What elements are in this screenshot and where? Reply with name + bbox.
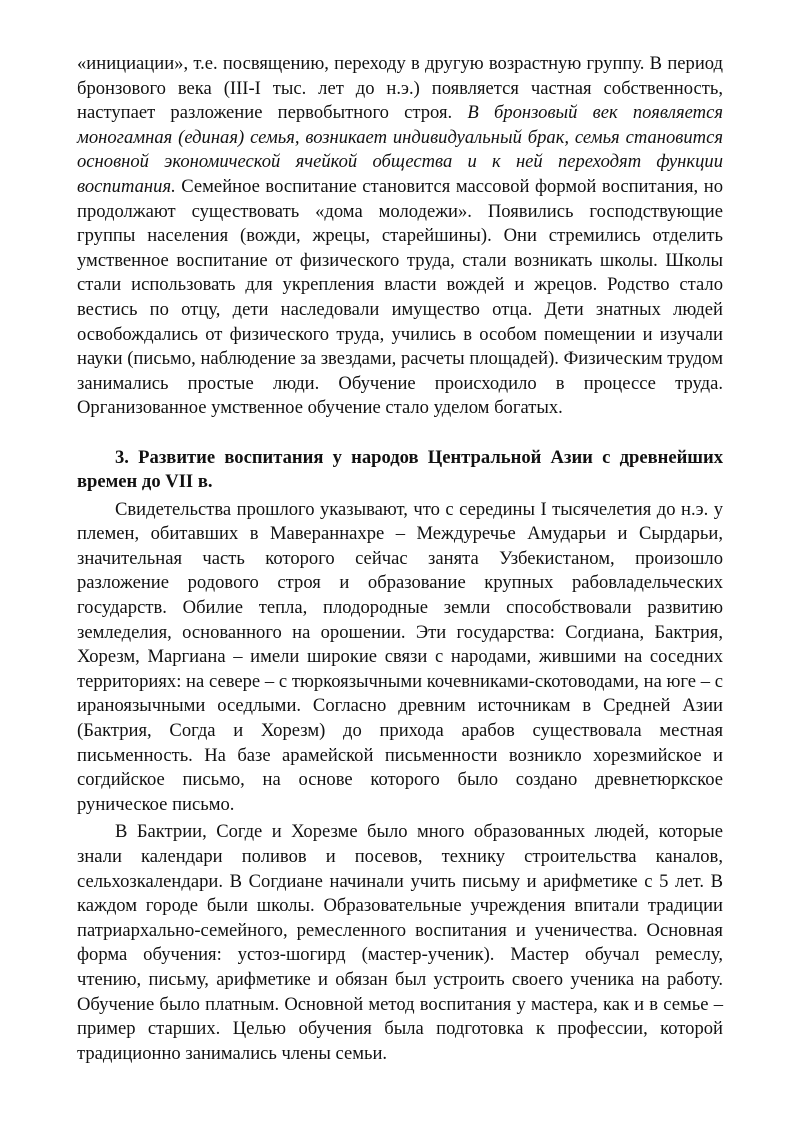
section-heading: 3. Развитие воспитания у народов Центральной Азии с древнейших времен до VII в. — [77, 446, 723, 493]
document-page — [77, 52, 723, 1066]
paragraph-text: Семейное воспитание становится массовой формой воспитания, но продолжают существовать «дома молодежи». Появились господствующие группы населения (вожди, жрецы, старейшины). Они стремились отделить умственное воспитание от физического труда, стали возникать школы. Школы стали использовать для укрепления власти вождей и жрецов. Родство стало вестись по отцу, дети наследовали имущество отца. Дети знатных людей освобождались от физического труда, учились в особом помещении и изучали науки (письмо, наблюдение за звездами, расчеты площадей). Физическим трудом занимались простые люди. Обучение происходило в процессе труда. Организованное умственное обучение стало уделом богатых. — [77, 175, 723, 419]
paragraph-text: «инициации», т.е. посвящению, переходу в другую возрастную группу. В период бронзового века (III-I тыс. лет до н.э.) появляется частная собственность, наступает разложение первобытного строя. — [77, 53, 723, 124]
paragraph-education: В Бактрии, Согде и Хорезме было много образованных людей, которые знали календари поливов и посевов, технику строительства каналов, сельхозкалендари. В Согдиане начинали учить письму и арифметике с 5 лет. В каждом городе были школы. Образовательные учреждения впитали традиции патриархально-семейного, ремесленного воспитания и ученичества. Основная форма обучения: устоз-шогирд (мастер-ученик). Мастер обучал ремеслу, чтению, письму, арифметике и обязан был устроить своего ученика на работу. Обучение было платным. Основной метод воспитания у мастера, как и в семье – пример старших. Целью обучения была подготовка к профессии, которой традиционно занимались члены семьи. — [77, 821, 723, 1064]
emphasized-text: В бронзовый век появляется моногамная (единая) семья, возникает индивидуальный брак, семья становится основной экономической ячейкой общества и к ней переходят функции воспитания. — [77, 102, 724, 197]
paragraph-inheritance — [77, 52, 723, 421]
paragraph-central-asia: Свидетельства прошлого указывают, что с середины I тысячелетия до н.э. у племен, обитавших в Мавераннахре – Междуречье Амударьи и Сырдарьи, значительная часть которого сейчас занята Узбекистаном, произошло разложение родового строя и образование крупных рабовладельческих государств. Обилие тепла, плодородные земли способствовали развитию земледелия, основанного на орошении. Эти государства: Согдиана, Бактрия, Хорезм, Маргиана – имели широкие связи с народами, жившими на соседних территориях: на севере – с тюркоязычными кочевниками-скотоводами, на юге – с ираноязычными оседлыми. Согласно древним источникам в Средней Азии (Бактрия, Согда и Хорезм) до прихода арабов существовала местная письменность. На базе арамейской письменности возникло хорезмийское и согдийское письмо, на основе которого было создано древнетюркское руническое письмо. — [77, 498, 723, 815]
